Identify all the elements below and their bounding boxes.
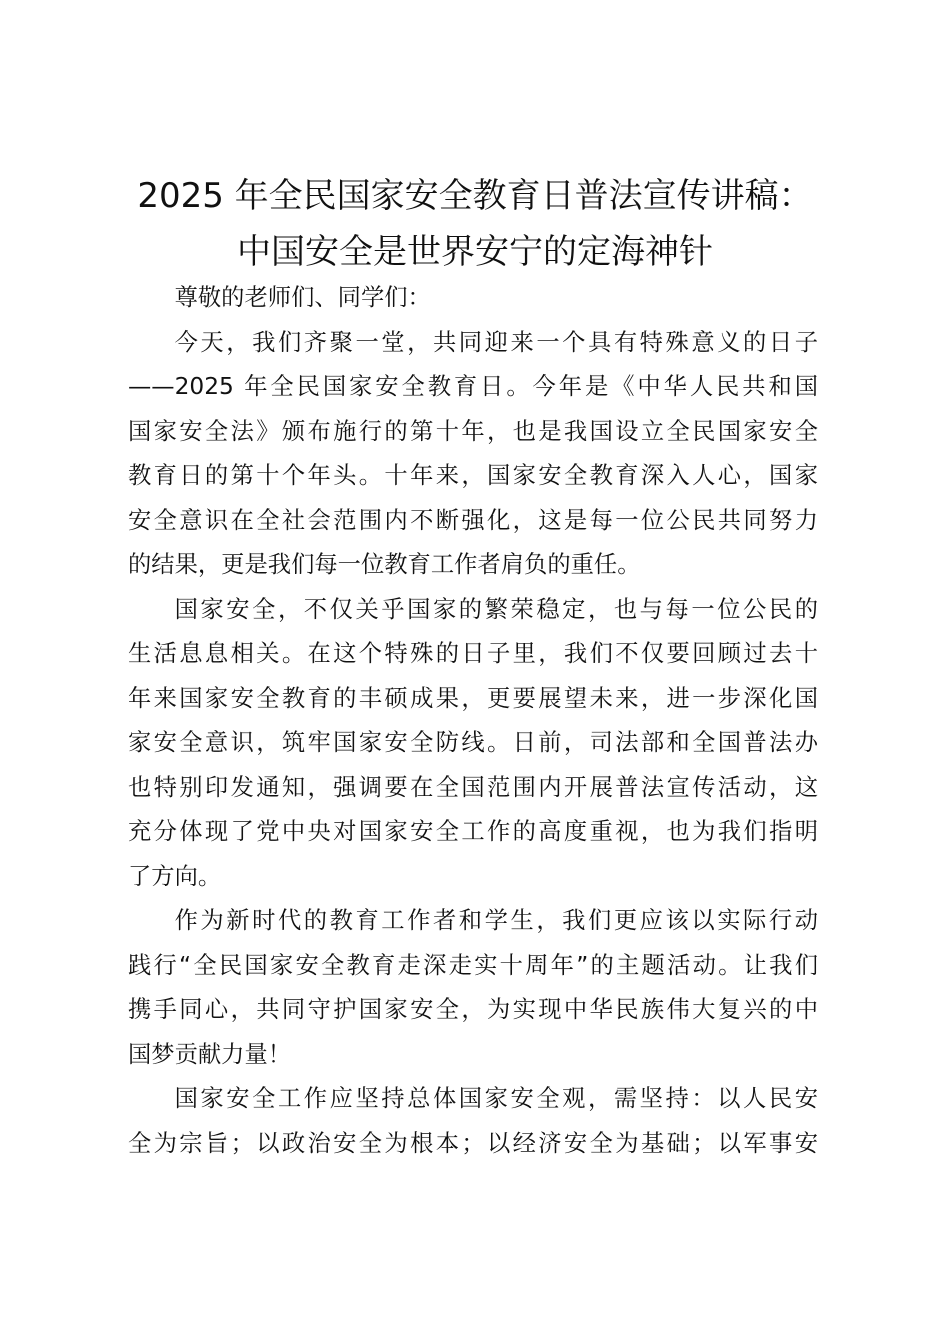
- paragraph-line: 了方向。: [128, 862, 222, 890]
- paragraph-3: [128, 899, 818, 944]
- paragraph-line: ——2025 年全民国家安全教育日。今年是《中华人民共和国: [128, 373, 818, 400]
- paragraph-1-continued: [128, 365, 818, 588]
- paragraph-line: 也特别印发通知，强调要在全国范围内开展普法宣传活动，这: [128, 773, 818, 801]
- paragraph-line: 国家安全法》颁布施行的第十年，也是我国设立全民国家安全: [128, 417, 818, 445]
- paragraph-line: 年来国家安全教育的丰硕成果，更要展望未来，进一步深化国: [128, 684, 818, 712]
- paragraph-3-continued: [128, 944, 818, 1078]
- paragraph-line: 国家安全，不仅关乎国家的繁荣稳定，也与每一位公民的: [174, 595, 818, 623]
- paragraph-line: 国梦贡献力量！: [128, 1040, 292, 1068]
- document-body: [128, 276, 818, 1166]
- paragraph-line: 今天，我们齐聚一堂，共同迎来一个具有特殊意义的日子: [174, 328, 818, 356]
- paragraph-line: 充分体现了党中央对国家安全工作的高度重视，也为我们指明: [128, 818, 818, 845]
- salutation: [128, 276, 818, 321]
- paragraph-line: 作为新时代的教育工作者和学生，我们更应该以实际行动: [174, 907, 818, 934]
- paragraph-4-continued: [128, 1122, 818, 1167]
- paragraph-line: 生活息息相关。在这个特殊的日子里，我们不仅要回顾过去十: [128, 640, 818, 667]
- paragraph-line: 的结果，更是我们每一位教育工作者肩负的重任。: [128, 551, 641, 578]
- paragraph-line: 教育日的第十个年头。十年来，国家安全教育深入人心，国家: [128, 462, 818, 489]
- paragraph-line: 国家安全工作应坚持总体国家安全观，需坚持：以人民安: [174, 1085, 818, 1112]
- paragraph-4: [128, 1077, 818, 1122]
- paragraph-1: [128, 321, 818, 366]
- paragraph-2-continued: [128, 632, 818, 899]
- salutation-text: 尊敬的老师们、同学们：: [174, 284, 431, 311]
- paragraph-2: [128, 588, 818, 633]
- paragraph-line: 家安全意识，筑牢国家安全防线。日前，司法部和全国普法办: [128, 729, 818, 756]
- paragraph-line: 携手同心，共同守护国家安全，为实现中华民族伟大复兴的中: [128, 996, 818, 1023]
- paragraph-line: 践行“全民国家安全教育走深走实十周年”的主题活动。让我们: [128, 951, 818, 979]
- title-line-1: 2025 年全民国家安全教育日普法宣传讲稿：: [137, 176, 813, 216]
- paragraph-line: 安全意识在全社会范围内不断强化，这是每一位公民共同努力: [128, 506, 818, 534]
- title-line-2: 中国安全是世界安宁的定海神针: [237, 232, 713, 272]
- paragraph-line: 全为宗旨；以政治安全为根本；以经济安全为基础；以军事安: [128, 1129, 818, 1157]
- document-title: [60, 168, 890, 280]
